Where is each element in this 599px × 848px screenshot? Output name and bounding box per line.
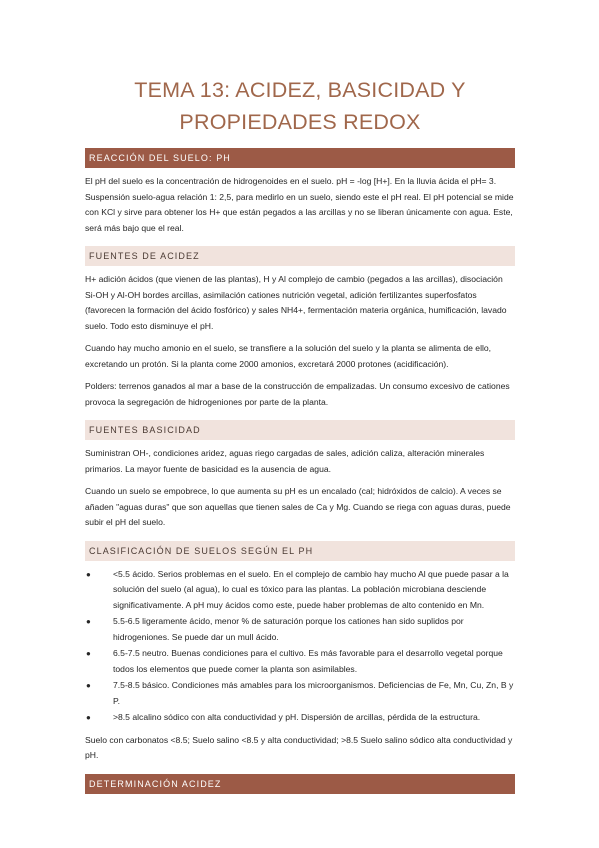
bullet-icon: ● [86,617,91,626]
list-item [86,567,515,614]
title-line-2: PROPIEDADES REDOX [179,110,421,134]
bullet-icon: ● [86,713,91,722]
ph-classification-list [85,567,515,726]
subsection-heading-basicidad: FUENTES BASICIDAD [85,420,515,440]
list-item-text: 6.5-7.5 neutro. Buenas condiciones para el cultivo. Es más favorable para el desarrollo vegetal porque todos los elementos que puede comer la planta son asimilables. [113,648,503,674]
section-heading-determinacion: DETERMINACIÓN ACIDEZ [85,774,515,794]
paragraph-basicidad-1: Suministran OH-, condiciones aridez, aguas riego cargadas de sales, adición caliza, alteración minerales primarios. La mayor fuente de basicidad es la ausencia de agua. [85,448,485,474]
paragraph-acidez-1: H+ adición ácidos (que vienen de las plantas), H y Al complejo de cambio (pegados a las arcillas), disociación Si-OH y Al-OH bordes arcillas, asimilación cationes nutrición vegetal, adición fertilizantes superfosfatos (favorecen la formación del ácido fosfórico) y sales NH4+, fermentación materia orgánica, humificación, lavado suelo. Todo esto disminuye el pH. [85,274,507,331]
list-item-text: <5.5 ácido. Serios problemas en el suelo. En el complejo de cambio hay mucho Al que puede pasar a la solución del suelo (al agua), lo cual es tóxico para las plantas. La población microbiana desciende significativamente. A pH muy ácidos como este, puede haber problemas de alto contenido en Mn. [113,568,509,610]
list-item-text: 7.5-8.5 básico. Condiciones más amables para los microorganismos. Deficiencias de Fe, Mn, Cu, Zn, B y P. [113,680,514,706]
list-item-text: 5.5-6.5 ligeramente ácido, menor % de saturación porque los cationes han sido suplidos por hidrogeniones. Se puede dar un mull ácido. [113,616,464,642]
paragraph-reaccion: El pH del suelo es la concentración de hidrogenoides en el suelo. pH = -log [H+]. En la lluvia ácida el pH= 3. Suspensión suelo-agua relación 1: 2,5, para medirlo en un suelo, siendo este el pH real. El pH potencial se mide con KCl y sirve para obtener los H+ que están pegados a las arcillas y no se liberan únicamente con agua. Este, será más bajo que el real. [85,176,514,233]
subsection-heading-clasificacion: CLASIFICACIÓN DE SUELOS SEGÚN EL PH [85,541,515,561]
list-item [86,678,515,709]
paragraph-acidez-2: Cuando hay mucho amonio en el suelo, se transfiere a la solución del suelo y la planta se alimenta de ello, excretando un protón. Si la planta come 2000 amonios, excretará 2000 protones (acidificación). [85,343,492,369]
list-item [86,646,515,677]
list-item [86,710,515,726]
bullet-icon: ● [86,681,91,690]
paragraph-acidez-3: Polders: terrenos ganados al mar a base de la construcción de empalizadas. Un consumo excesivo de cationes provoca la segregación de hidrogeniones por parte de la planta. [85,381,510,407]
paragraph-clasificacion-footer: Suelo con carbonatos <8.5; Suelo salino <8.5 y alta conductividad; >8.5 Suelo salino sódico alta conductividad y pH. [85,734,513,760]
section-heading-reaccion: REACCIÓN DEL SUELO: PH [85,148,515,168]
subsection-heading-acidez: FUENTES DE ACIDEZ [85,246,515,266]
page-title [85,0,515,138]
paragraph-basicidad-2: Cuando un suelo se empobrece, lo que aumenta su pH es un encalado (cal; hidróxidos de calcio). A veces se añaden "aguas duras" que son aquellas que tienen sales de Ca y Mg. Cuando se riega con aguas duras, puede subir el pH del suelo. [85,486,511,527]
list-item-text: >8.5 alcalino sódico con alta conductividad y pH. Dispersión de arcillas, pérdida de la estructura. [113,712,481,722]
bullet-icon: ● [86,649,91,658]
bullet-icon: ● [86,569,91,579]
title-line-1: TEMA 13: ACIDEZ, BASICIDAD Y [134,78,466,102]
list-item [86,614,515,645]
